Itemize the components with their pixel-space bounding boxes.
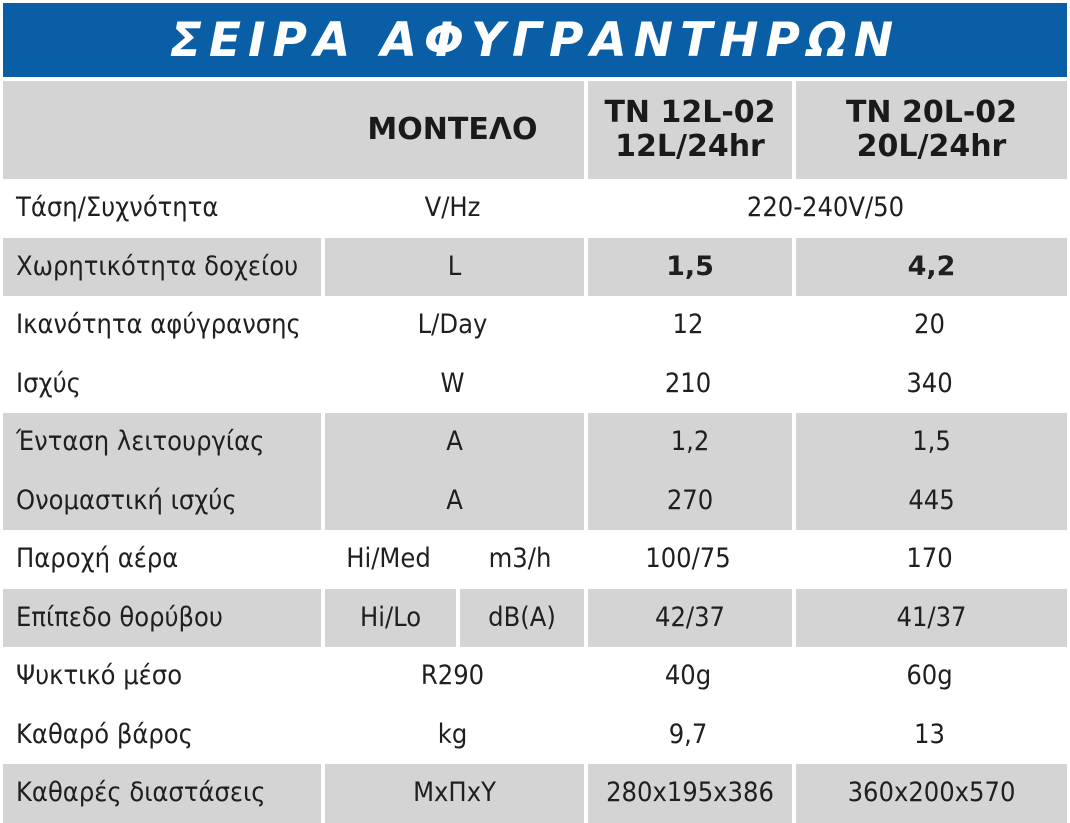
row-refrigerant (3, 647, 1067, 706)
param-label: Τάση/Συχνότητα (16, 192, 219, 224)
shared-value-cell: 220-240V/50 (746, 192, 905, 224)
unit-cell: A (321, 413, 584, 472)
param-label: Ένταση λειτουργίας (3, 413, 321, 472)
page-title: ΣΕΙΡΑ ΑΦΥΓΡΑΝΤΗΡΩΝ (169, 12, 901, 68)
model-capacity: 20L/24hr (856, 129, 1007, 164)
param-label: Καθαρές διαστάσεις (3, 764, 321, 823)
model-column-tn12 (584, 81, 792, 179)
param-label: Ισχύς (16, 367, 81, 399)
unit-cell: R290 (420, 660, 485, 692)
value-tn20: 4,2 (792, 238, 1067, 297)
row-tank-capacity (3, 238, 1067, 297)
row-voltage-frequency (3, 179, 1067, 238)
param-label: Ονομαστική ισχύς (3, 472, 321, 531)
param-label: Καθαρό βάρος (16, 718, 193, 750)
value-tn12: 100/75 (645, 543, 731, 575)
param-label: Ψυκτικό μέσο (16, 660, 183, 692)
unit-cell: m3/h (488, 543, 552, 575)
value-tn12: 12 (672, 309, 704, 341)
value-tn12: 40g (664, 660, 712, 692)
row-net-dimensions (3, 764, 1067, 823)
value-tn12: 1,5 (584, 238, 792, 297)
param-label: Ικανότητα αφύγρανσης (16, 309, 301, 341)
mode-cell: Hi/Lo (321, 589, 456, 648)
value-tn12: 210 (664, 367, 712, 399)
row-dehumidification-capacity (3, 296, 1067, 355)
value-tn20: 1,5 (792, 413, 1067, 472)
value-tn20: 13 (914, 718, 945, 750)
value-tn12: 270 (584, 472, 792, 531)
model-column-tn20 (792, 81, 1067, 179)
param-label: Παροχή αέρα (16, 543, 179, 575)
unit-cell: ΜxΠxΥ (321, 764, 584, 823)
value-tn12: 42/37 (584, 589, 792, 648)
header-blank-cell (3, 81, 321, 179)
row-operating-current (3, 413, 1067, 472)
value-tn12: 280x195x386 (584, 764, 792, 823)
value-tn20: 170 (906, 543, 953, 575)
model-capacity: 12L/24hr (615, 129, 765, 164)
model-label-header: ΜΟΝΤΕΛΟ (321, 81, 584, 179)
spec-table (3, 81, 1067, 823)
unit-cell: V/Hz (424, 192, 481, 224)
value-tn20: 360x200x570 (792, 764, 1067, 823)
row-net-weight (3, 706, 1067, 765)
param-label: Χωρητικότητα δοχείου (3, 238, 321, 297)
unit-cell: W (440, 367, 465, 399)
value-tn20: 41/37 (792, 589, 1067, 648)
model-name: TN 20L-02 (845, 95, 1018, 131)
unit-cell: dB(A) (456, 589, 584, 648)
unit-cell: L (321, 238, 584, 297)
unit-cell: A (321, 472, 584, 531)
value-tn20: 445 (792, 472, 1067, 531)
param-label: Επίπεδο θορύβου (3, 589, 321, 648)
model-name: TN 12L-02 (604, 95, 776, 131)
value-tn20: 340 (906, 367, 953, 399)
row-noise-level (3, 589, 1067, 648)
table-header-row (3, 81, 1067, 179)
unit-cell: L/Day (417, 309, 488, 341)
mode-cell: Hi/Med (346, 543, 431, 575)
value-tn12: 1,2 (584, 413, 792, 472)
row-air-flow (3, 530, 1067, 589)
row-rated-power (3, 472, 1067, 531)
value-tn20: 20 (914, 309, 945, 341)
row-power (3, 355, 1067, 414)
unit-cell: kg (437, 718, 468, 750)
value-tn12: 9,7 (668, 718, 708, 750)
title-banner (3, 3, 1067, 77)
value-tn20: 60g (906, 660, 953, 692)
